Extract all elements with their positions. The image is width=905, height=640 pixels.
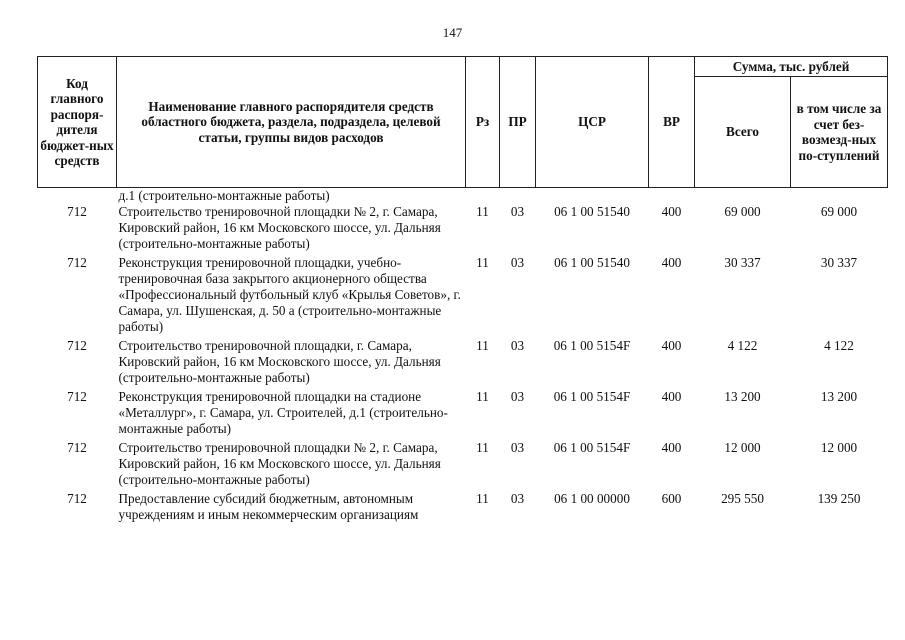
header-incl-free: в том числе за счет без-возмезд-ных по-ступлений	[791, 77, 888, 188]
cell-vr: 400	[661, 389, 682, 404]
table-row	[38, 440, 888, 491]
cell-free: 69 000	[820, 204, 858, 219]
header-total: Всего	[695, 77, 791, 188]
continuation-text: д.1 (строительно-монтажные работы)	[118, 188, 330, 203]
header-vr: ВР	[649, 57, 695, 188]
cell-code: 712	[67, 204, 87, 219]
cell-total: 13 200	[724, 389, 761, 404]
cell-rz: 11	[476, 491, 489, 506]
cell-csr: 06 1 00 51540	[554, 204, 630, 219]
cell-total: 12 000	[724, 440, 761, 455]
cell-vr: 600	[661, 491, 682, 506]
cell-code: 712	[67, 440, 87, 455]
table-row	[38, 255, 888, 338]
cell-pr: 03	[510, 491, 525, 506]
cell-free: 30 337	[820, 255, 858, 270]
budget-table	[37, 56, 888, 526]
cell-rz: 11	[476, 389, 489, 404]
cell-name: Реконструкция тренировочной площадки, учебно-тренировочная база закрытого акционерного общества «Профессиональный футбольный клуб «Крылья Советов», г. Самара, ул. Шушенская, д. 50 а (строительно-монтажные работы)	[118, 255, 461, 334]
cell-vr: 400	[661, 255, 682, 270]
cell-rz: 11	[476, 440, 489, 455]
cell-name: Строительство тренировочной площадки № 2, г. Самара, Кировский район, 16 км Московского шоссе, ул. Дальняя (строительно-монтажные работы)	[118, 440, 441, 487]
cell-total: 30 337	[724, 255, 761, 270]
cell-name: Реконструкция тренировочной площадки на стадионе «Металлург», г. Самара, ул. Строителей, д.1 (строительно-монтажные работы)	[118, 389, 448, 436]
cell-name: Строительство тренировочной площадки, г. Самара, Кировский район, 16 км Московского шоссе, ул. Дальняя (строительно-монтажные работы)	[118, 338, 441, 385]
header-sum-group: Сумма, тыс. рублей	[695, 57, 888, 77]
header-csr: ЦСР	[536, 57, 649, 188]
cell-total: 69 000	[724, 204, 761, 219]
cell-pr: 03	[510, 389, 525, 404]
table-row	[38, 338, 888, 389]
cell-vr: 400	[661, 204, 682, 219]
cell-rz: 11	[476, 338, 489, 353]
cell-csr: 06 1 00 51540	[554, 255, 630, 270]
cell-vr: 400	[661, 440, 682, 455]
cell-total: 4 122	[727, 338, 758, 353]
cell-code: 712	[67, 255, 87, 270]
header-code: Код главного распоря-дителя бюджет-ных средств	[38, 57, 117, 188]
cell-code: 712	[67, 491, 87, 506]
page-number: 147	[442, 25, 463, 40]
cell-code: 712	[67, 389, 87, 404]
cell-pr: 03	[510, 338, 525, 353]
cell-pr: 03	[510, 204, 525, 219]
cell-csr: 06 1 00 5154F	[553, 440, 631, 455]
cell-csr: 06 1 00 5154F	[553, 389, 631, 404]
header-rz: Рз	[466, 57, 500, 188]
table-row	[38, 204, 888, 255]
table-body	[38, 188, 888, 527]
cell-csr: 06 1 00 5154F	[553, 338, 631, 353]
cell-free: 4 122	[824, 338, 854, 353]
cell-code: 712	[67, 338, 87, 353]
cell-name: Предоставление субсидий бюджетным, автономным учреждениям и иным некоммерческим организациям	[118, 491, 419, 522]
cell-rz: 11	[476, 255, 489, 270]
cell-total: 295 550	[721, 491, 764, 506]
cell-pr: 03	[510, 255, 525, 270]
header-pr: ПР	[500, 57, 536, 188]
cell-csr: 06 1 00 00000	[554, 491, 630, 506]
cell-vr: 400	[661, 338, 682, 353]
cell-free: 139 250	[817, 491, 861, 506]
table-row-continuation	[38, 188, 888, 205]
header-name: Наименование главного распорядителя средств областного бюджета, раздела, подраздела, целевой статьи, группы видов расходов	[117, 57, 466, 188]
cell-free: 12 000	[820, 440, 858, 455]
cell-pr: 03	[510, 440, 525, 455]
cell-name: Строительство тренировочной площадки № 2, г. Самара, Кировский район, 16 км Московского шоссе, ул. Дальняя (строительно-монтажные работы)	[118, 204, 441, 251]
cell-rz: 11	[476, 204, 489, 219]
table-header	[38, 57, 888, 188]
table-row	[38, 389, 888, 440]
table-row	[38, 491, 888, 526]
cell-free: 13 200	[820, 389, 858, 404]
